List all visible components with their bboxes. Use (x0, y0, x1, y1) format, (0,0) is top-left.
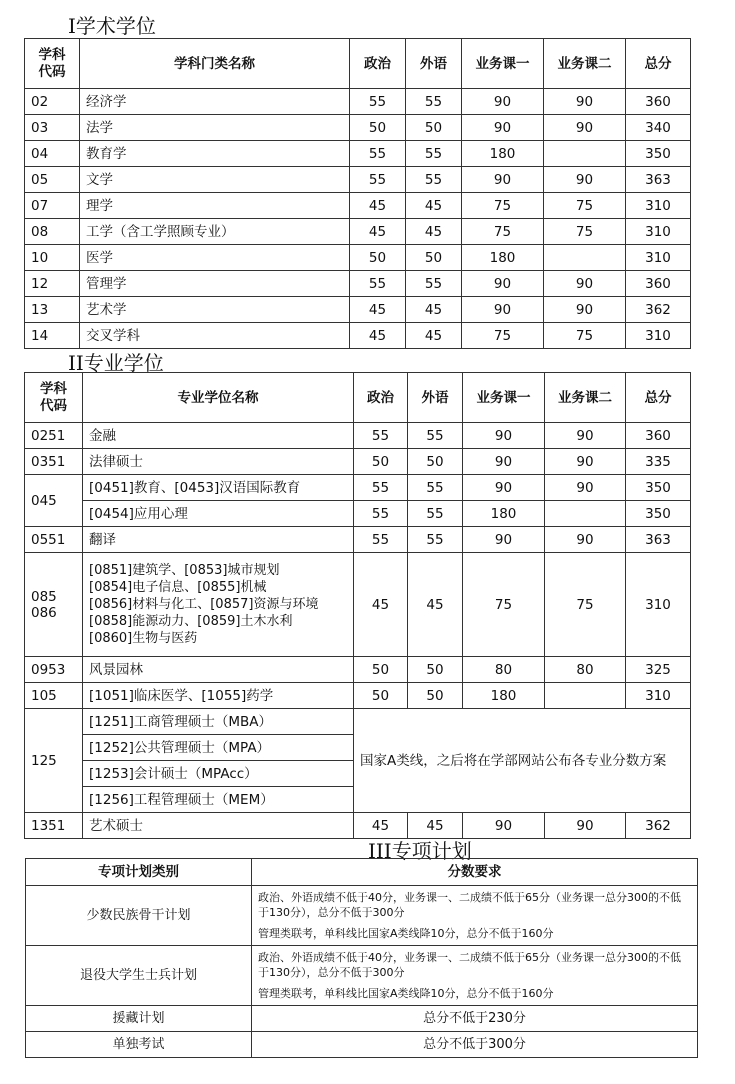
row-name: [1251]工商管理硕士（MBA） (83, 709, 354, 735)
row-foreign: 55 (408, 527, 463, 553)
row-course2: 75 (545, 553, 626, 657)
header-code: 学科 代码 (25, 39, 80, 89)
table-row (25, 271, 691, 297)
row-foreign: 55 (406, 89, 462, 115)
header-requirement: 分数要求 (252, 859, 698, 886)
row-code: 02 (25, 89, 80, 115)
row-politics: 55 (350, 271, 406, 297)
row-politics: 45 (350, 323, 406, 349)
row-course1: 90 (462, 271, 544, 297)
row-foreign: 45 (408, 813, 463, 839)
row-course2: 90 (544, 271, 626, 297)
table-row (25, 193, 691, 219)
row-name: 管理学 (80, 271, 350, 297)
row-politics: 55 (354, 501, 408, 527)
row-course2: 90 (545, 423, 626, 449)
row-total: 325 (626, 657, 691, 683)
row-course1: 180 (463, 683, 545, 709)
row-politics: 45 (350, 297, 406, 323)
row-name: [0454]应用心理 (83, 501, 354, 527)
row-politics: 55 (354, 527, 408, 553)
row-course2 (545, 501, 626, 527)
row-foreign: 55 (406, 271, 462, 297)
row-total: 350 (626, 501, 691, 527)
table-row (25, 323, 691, 349)
row-code: 12 (25, 271, 80, 297)
row-category: 少数民族骨干计划 (26, 886, 252, 946)
table-row (25, 527, 691, 553)
row-name: [1051]临床医学、[1055]药学 (83, 683, 354, 709)
row-total: 362 (626, 297, 691, 323)
table-row (25, 449, 691, 475)
section2-title: II专业学位 (68, 351, 164, 375)
row-requirement (252, 946, 698, 1006)
row-foreign: 50 (408, 683, 463, 709)
row-foreign: 55 (408, 423, 463, 449)
row-politics: 55 (350, 89, 406, 115)
table-row (25, 167, 691, 193)
row-course2: 90 (545, 813, 626, 839)
row-politics: 50 (354, 657, 408, 683)
row-code: 0551 (25, 527, 83, 553)
table-row (25, 709, 691, 735)
row-course1: 180 (462, 245, 544, 271)
row-foreign: 50 (406, 245, 462, 271)
row-course2: 90 (544, 167, 626, 193)
row-name: [0851]建筑学、[0853]城市规划 [0854]电子信息、[0855]机械 [0856]材料与化工、[0857]资源与环境 [0858]能源动力、[0859]土木水利 [0860]生物与医药 (83, 553, 354, 657)
table-row (25, 297, 691, 323)
row-name: 工学（含工学照顾专业） (80, 219, 350, 245)
row-code: 14 (25, 323, 80, 349)
row-name: 医学 (80, 245, 350, 271)
row-category: 单独考试 (26, 1032, 252, 1058)
row-course2: 90 (544, 297, 626, 323)
row-course2: 75 (544, 193, 626, 219)
row-course1: 90 (462, 297, 544, 323)
header-course2: 业务课二 (544, 39, 626, 89)
table-row (25, 475, 691, 501)
row-name: 文学 (80, 167, 350, 193)
row-name: 法学 (80, 115, 350, 141)
professional-degree-table (24, 372, 691, 839)
row-code: 08 (25, 219, 80, 245)
row-foreign: 55 (408, 501, 463, 527)
row-code: 05 (25, 167, 80, 193)
table-row (25, 553, 691, 657)
header-name: 专业学位名称 (83, 373, 354, 423)
row-name: 经济学 (80, 89, 350, 115)
row-course1: 80 (463, 657, 545, 683)
row-course1: 90 (462, 89, 544, 115)
row-name: [0451]教育、[0453]汉语国际教育 (83, 475, 354, 501)
row-name: [1256]工程管理硕士（MEM） (83, 787, 354, 813)
row-note: 国家A类线，之后将在学部网站公布各专业分数方案 (354, 709, 691, 813)
row-foreign: 55 (406, 141, 462, 167)
row-total: 363 (626, 527, 691, 553)
table-row (26, 1006, 698, 1032)
row-code: 04 (25, 141, 80, 167)
row-foreign: 45 (408, 553, 463, 657)
row-code: 125 (25, 709, 83, 813)
row-course2: 75 (544, 323, 626, 349)
row-course1: 180 (463, 501, 545, 527)
row-course2: 90 (545, 475, 626, 501)
row-course1: 90 (463, 423, 545, 449)
requirement-line: 管理类联考，单科线比国家A类线降10分，总分不低于160分 (258, 927, 554, 940)
row-course2 (544, 245, 626, 271)
table-row (25, 141, 691, 167)
row-total: 310 (626, 553, 691, 657)
requirement-line: 政治、外语成绩不低于40分，业务课一、二成绩不低于65分（业务课一总分300的不低于130分），总分不低于300分 (258, 891, 681, 919)
row-total: 350 (626, 141, 691, 167)
row-course1: 90 (463, 527, 545, 553)
row-total: 310 (626, 245, 691, 271)
section1-title: I学术学位 (68, 14, 156, 38)
row-code: 0251 (25, 423, 83, 449)
row-politics: 45 (350, 219, 406, 245)
header-politics: 政治 (350, 39, 406, 89)
row-code: 10 (25, 245, 80, 271)
row-course1: 90 (463, 449, 545, 475)
row-foreign: 50 (408, 449, 463, 475)
table-row (25, 501, 691, 527)
row-course2: 90 (545, 449, 626, 475)
row-name: 交叉学科 (80, 323, 350, 349)
row-course2: 90 (545, 527, 626, 553)
table-row (25, 813, 691, 839)
row-politics: 45 (354, 813, 408, 839)
row-total: 360 (626, 423, 691, 449)
row-total: 310 (626, 683, 691, 709)
row-course2: 75 (544, 219, 626, 245)
row-total: 362 (626, 813, 691, 839)
row-politics: 55 (354, 475, 408, 501)
row-name: 金融 (83, 423, 354, 449)
row-name: 艺术硕士 (83, 813, 354, 839)
row-foreign: 45 (406, 323, 462, 349)
section3-title: III专项计划 (368, 839, 472, 863)
row-code: 07 (25, 193, 80, 219)
header-total: 总分 (626, 39, 691, 89)
row-total: 310 (626, 193, 691, 219)
row-politics: 55 (350, 141, 406, 167)
table-row (26, 1032, 698, 1058)
row-politics: 50 (354, 683, 408, 709)
header-foreign: 外语 (408, 373, 463, 423)
row-politics: 55 (354, 423, 408, 449)
row-name: [1253]会计硕士（MPAcc） (83, 761, 354, 787)
row-total: 350 (626, 475, 691, 501)
requirement-line: 政治、外语成绩不低于40分，业务课一、二成绩不低于65分（业务课一总分300的不低于130分），总分不低于300分 (258, 951, 681, 979)
row-name: 理学 (80, 193, 350, 219)
requirement-line: 管理类联考，单科线比国家A类线降10分，总分不低于160分 (258, 987, 554, 1000)
table-row (26, 886, 698, 946)
row-course2 (545, 683, 626, 709)
row-code: 105 (25, 683, 83, 709)
row-foreign: 50 (408, 657, 463, 683)
row-foreign: 50 (406, 115, 462, 141)
row-course2: 80 (545, 657, 626, 683)
row-total: 340 (626, 115, 691, 141)
table-header-row (26, 859, 698, 886)
row-politics: 45 (350, 193, 406, 219)
row-course1: 90 (462, 167, 544, 193)
table-row (25, 115, 691, 141)
row-name: 法律硕士 (83, 449, 354, 475)
row-course2: 90 (544, 115, 626, 141)
row-name: [1252]公共管理硕士（MPA） (83, 735, 354, 761)
row-requirement: 总分不低于230分 (252, 1006, 698, 1032)
row-code: 1351 (25, 813, 83, 839)
row-course1: 75 (463, 553, 545, 657)
table-row (25, 89, 691, 115)
header-foreign: 外语 (406, 39, 462, 89)
header-name: 学科门类名称 (80, 39, 350, 89)
row-code: 085 086 (25, 553, 83, 657)
header-course1: 业务课一 (462, 39, 544, 89)
header-politics: 政治 (354, 373, 408, 423)
row-total: 363 (626, 167, 691, 193)
row-politics: 45 (354, 553, 408, 657)
row-total: 310 (626, 323, 691, 349)
row-course1: 75 (462, 219, 544, 245)
row-name: 教育学 (80, 141, 350, 167)
table-row (25, 657, 691, 683)
row-name: 风景园林 (83, 657, 354, 683)
row-politics: 55 (350, 167, 406, 193)
row-total: 310 (626, 219, 691, 245)
row-code: 0953 (25, 657, 83, 683)
row-category: 退役大学生士兵计划 (26, 946, 252, 1006)
row-name: 艺术学 (80, 297, 350, 323)
table-row (25, 245, 691, 271)
row-requirement (252, 886, 698, 946)
table-header-row (25, 373, 691, 423)
academic-degree-table (24, 38, 691, 349)
row-total: 335 (626, 449, 691, 475)
row-foreign: 45 (406, 193, 462, 219)
row-code: 045 (25, 475, 83, 527)
row-total: 360 (626, 271, 691, 297)
special-plan-table (25, 858, 698, 1058)
row-foreign: 45 (406, 219, 462, 245)
row-politics: 50 (350, 115, 406, 141)
header-code: 学科 代码 (25, 373, 83, 423)
header-course2: 业务课二 (545, 373, 626, 423)
row-course1: 180 (462, 141, 544, 167)
header-course1: 业务课一 (463, 373, 545, 423)
table-row (25, 683, 691, 709)
row-politics: 50 (354, 449, 408, 475)
row-course2: 90 (544, 89, 626, 115)
row-code: 13 (25, 297, 80, 323)
row-course1: 90 (463, 475, 545, 501)
row-course1: 75 (462, 323, 544, 349)
row-code: 0351 (25, 449, 83, 475)
table-row (26, 946, 698, 1006)
row-total: 360 (626, 89, 691, 115)
row-politics: 50 (350, 245, 406, 271)
row-requirement: 总分不低于300分 (252, 1032, 698, 1058)
row-name: 翻译 (83, 527, 354, 553)
row-course1: 90 (463, 813, 545, 839)
row-foreign: 55 (406, 167, 462, 193)
header-category: 专项计划类别 (26, 859, 252, 886)
row-course1: 75 (462, 193, 544, 219)
row-foreign: 55 (408, 475, 463, 501)
row-category: 援藏计划 (26, 1006, 252, 1032)
table-header-row (25, 39, 691, 89)
table-row (25, 423, 691, 449)
header-total: 总分 (626, 373, 691, 423)
row-course2 (544, 141, 626, 167)
row-foreign: 45 (406, 297, 462, 323)
row-course1: 90 (462, 115, 544, 141)
row-code: 03 (25, 115, 80, 141)
table-row (25, 219, 691, 245)
